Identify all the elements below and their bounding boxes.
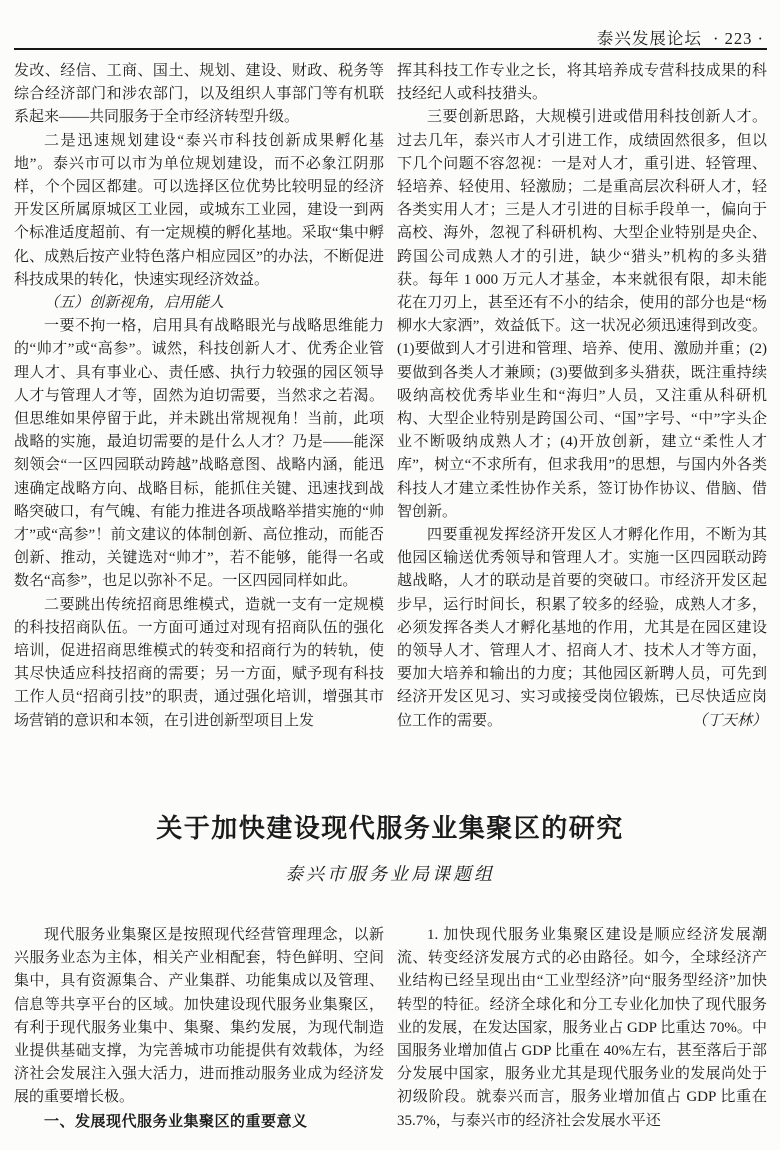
running-head (597, 25, 764, 49)
paragraph: 现代服务业集聚区是按照现代经营管理理念，以新兴服务业态为主体，相关产业相配套，特色鲜明、空间集中，具有资源集合、产业集群、功能集成以及管理、信息等共享平台的区域。加快建设现代服务业集聚区，有利于现代服务业集中、集聚、集约发展，为现代制造业提供基础支撑，为完善城市功能提供有效载体，为经济社会发展注入强大活力，进而推动服务业成为经济发展的重要增长极。 (14, 927, 384, 1106)
article2-title: 关于加快建设现代服务业集聚区的研究 (156, 813, 624, 843)
paragraph-continued: 挥其科技工作专业之长，将其培养成专营科技成果的科技经纪人或科技猎头。 (397, 63, 767, 103)
article2-title-block (0, 813, 780, 886)
article2-body (14, 924, 767, 1150)
paragraph: 二是迅速规划建设“泰兴市科技创新成果孵化基地”。泰兴市可以市为单位规划建设，而不必象江阴那样，个个园区都建。可以选择区位优势比较明显的经济开发区所属原城区工业园，或城东工业园，建设一到两个标准适度超前、有一定规模的孵化基地。采取“集中孵化、成熟后按产业特色落户相应园区”的办法，不断促进科技成果的转化，快速实现经济效益。 (14, 132, 384, 288)
article2-right-column (397, 924, 767, 1150)
article1-left-column (14, 60, 384, 760)
paragraph: 二要跳出传统招商思维模式，造就一支有一定规模的科技招商队伍。一方面可通过对现有招商队伍的强化培训，促进招商思维模式的转变和招商行为的转轨，使其尽快适应科技招商的需要；另一方面，赋予现有科技工作人员“招商引技”的职责，通过强化培训，增强其市场营销的意识和本领，在引进创新型项目上发 (14, 596, 384, 729)
author-signature: （丁天林） (691, 712, 767, 729)
article1-body (14, 60, 767, 760)
paragraph: 一要不拘一格，启用具有战略眼光与战略思维能力的“帅才”或“高参”。诚然，科技创新人才、优秀企业管理人才、具有事业心、责任感、执行力较强的园区领导人才与管理人才等，固然为迫切需要，当然求之若渴。但思维如果停留于此，并未跳出常规视角！当前，此项战略的实施，最迫切需要的是什么人才？乃是——能深刻领会“一区四园联动跨越”战略意图、战略内涵，能迅速确定战略方向、战略目标，能抓住关键、迅速找到战略突破口，有气魄、有能力推进各项战略举措实施的“帅才”或“高参”！前文建议的体制创新、高位推动，而能否创新、推动，关键选对“帅才”，若不能够，能得一名或数名“高参”，也足以弥补不足。一区四园同样如此。 (14, 318, 384, 590)
article1-right-column (397, 60, 767, 760)
section-heading-kai: （五）创新视角，启用能人 (44, 295, 225, 312)
paragraph: 三要创新思路，大规模引进或借用科技创新人才。过去几年，泰兴市人才引进工作，成绩固然很多，但以下几个问题不容忽视：一是对人才，重引进、轻管理、轻培养、轻使用、轻激励；二是重高层次科研人才，轻各类实用人才；三是人才引进的目标手段单一，偏向于高校、海外，忽视了科研机构、大型企业特别是央企、跨国公司成熟人才的引进，缺少“猎头”机构的多头猎获。每年 1 000 万元人才基金，本来就很有限，却未能花在刀刃上，甚至还有不小的结余，使用的部分也是“杨柳水大家洒”，效益低下。这一状况必须迅速得到改变。(1)要做到人才引进和管理、培养、使用、激励并重；(2)要做到各类人才兼顾；(3)要做到多头猎获，既注重持续吸纳高校优秀毕业生和“海归”人员，又注重从科研机构、大型企业特别是跨国公司、“国”字号、“中”字头企业不断吸纳成熟人才；(4)开放创新，建立“柔性人才库”，树立“不求所有，但求我用”的思想，与国内外各类科技人才建立柔性协作关系，签订协作协议、借脑、借智创新。 (397, 109, 767, 520)
paragraph: 四要重视发挥经济开发区人才孵化作用，不断为其他园区输送优秀领导和管理人才。实施一区四园联动跨越战略，人才的联动是首要的突破口。市经济开发区起步早，运行时间长，积累了较多的经验，成熟人才多，必须发挥各类人才孵化基地的作用，尤其是在园区建设的领导人才、管理人才、招商人才、技术人才等方面，要加大培养和输出的力度；其他园区新聘人员，可先到经济开发区见习、实习或接受岗位锻炼，已尽快适应岗位工作的需要。 （丁天林） (397, 524, 767, 733)
section-heading-bold: 一、发展现代服务业集聚区的重要意义 (44, 1112, 308, 1130)
article2-author: 泰兴市服务业局课题组 (285, 864, 495, 884)
paragraph-continued: 发改、经信、工商、国土、规划、建设、财政、税务等综合经济部门和涉农部门，以及组织人事部门等有机联系起来——共同服务于全市经济转型升级。 (14, 63, 384, 126)
journal-name: 泰兴发展论坛 (596, 30, 702, 48)
article2-left-column (14, 924, 384, 1150)
header-rule (14, 48, 767, 50)
paragraph: 1. 加快现代服务业集聚区建设是顺应经济发展潮流、转变经济发展方式的必由路径。如今，全球经济产业结构已经呈现出由“工业型经济”向“服务型经济”加快转型的特征。经济全球化和分工专业化加快了现代服务业的发展，在发达国家，服务业占 GDP 比重达 70%。中国服务业增加值占 GDP 比重在 40%左右，甚至落后于部分发展中国家，服务业尤其是现代服务业的发展尚处于初级阶段。就泰兴而言，服务业增加值占 GDP 比重在 35.7%，与泰兴市的经济社会发展水平还 (397, 927, 767, 1129)
page-number: · 223 · (713, 29, 764, 48)
